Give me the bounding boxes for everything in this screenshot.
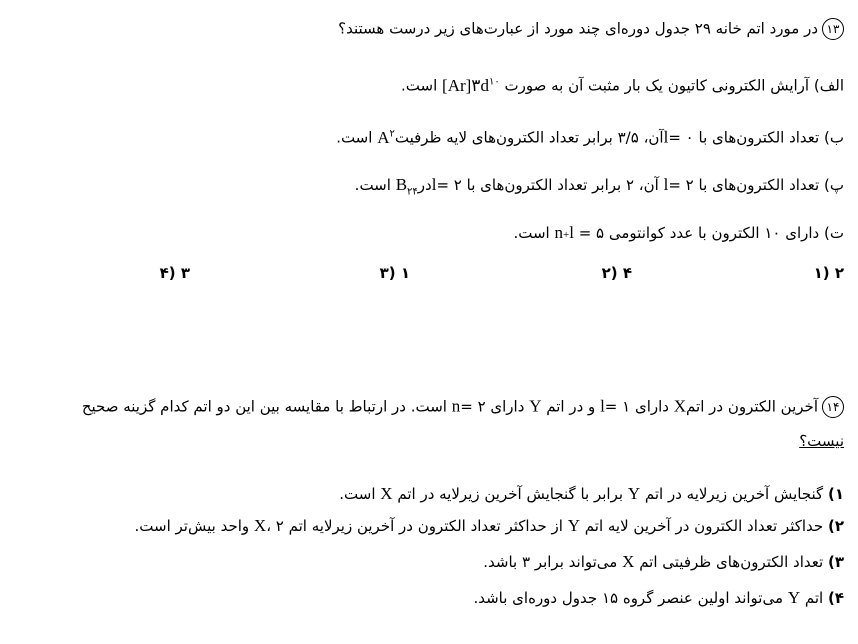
statement-text: در [417,176,432,194]
q14-option-2[interactable] [135,516,844,536]
statement-text: است. [354,176,391,194]
quantum-l: l [663,175,669,194]
atom-x: X [253,516,267,535]
option-text: ، ۲ واحد بیش‌تر است. [134,517,284,535]
q13-statement-b [336,124,844,148]
quantum-n: n [451,396,461,416]
stem-text: و در اتم [546,397,596,416]
statement-label: ت) [824,224,844,242]
statement-text: آرایش الکترونی کاتیون یک بار مثبت آن به صورت [504,76,810,95]
statement-text: تعداد الکترون‌های با ۲ = [668,176,820,194]
option-number: ۱) [827,485,844,503]
statement-label: ب) [824,128,844,147]
statement-text: آن، ۳/۵ برابر تعداد الکترون‌های لایه ظرفیت [394,128,664,147]
option-text: برابر با گنجایش آخرین زیرلایه در اتم [397,485,624,503]
atom-y: Y [567,516,580,535]
q13-option-1[interactable]: ۲ (۱ [813,264,844,282]
statement-label: پ) [824,176,844,194]
option-text: است. [339,485,376,503]
option-number: ۴) [827,589,844,607]
q13-statement-c [355,175,844,202]
q14-option-3[interactable] [483,552,844,572]
atom-x: X [673,396,687,416]
option-text: حداکثر تعداد الکترون در آخرین لایه اتم [584,517,824,535]
atom-y: Y [529,396,542,416]
stem-text: است. در ارتباط با مقایسه بین این دو اتم کدام گزینه صحیح [81,397,447,416]
q13-option-3[interactable]: ۱ (۳ [379,264,410,282]
q14-option-4[interactable] [473,588,844,608]
option-text: گنجایش آخرین زیرلایه در اتم [644,485,824,503]
stem-text: دارای ۱ = [604,397,669,416]
option-text: می‌تواند اولین عنصر گروه ۱۵ جدول دوره‌ای باشد. [473,589,784,607]
ion-a: $A^۲$ [377,127,395,147]
statement-text: دارای ۱۰ الکترون با عدد کوانتومی ۵ = [578,224,820,242]
atom-x: X [380,484,393,503]
q14-stem [82,396,844,418]
q14-option-1[interactable] [339,484,844,504]
q13-option-4[interactable]: ۳ (۴ [159,264,190,282]
quantum-l: l [663,127,669,147]
electron-config: $[Ar]۳d^{۱۰}$ [442,75,500,95]
ion-b: $B_{۲۴}$ [395,175,418,198]
atom-y: Y [787,588,801,607]
statement-text: تعداد الکترون‌های با ۰ = [668,128,820,147]
option-text: تعداد الکترون‌های ظرفیتی اتم [639,553,824,571]
option-number: ۳) [827,553,844,571]
quantum-sum: n+l [554,223,574,242]
q13-stem [338,18,844,40]
statement-text: است. [336,128,373,147]
q14-number: ۱۴ [822,396,844,418]
quantum-l: l [600,396,605,416]
q13-stem-text: در مورد اتم خانه ۲۹ جدول دوره‌ای چند مورد از عبارت‌های زیر درست هستند؟ [338,19,818,38]
option-text: از حداکثر تعداد الکترون در آخرین زیرلایه اتم [288,517,563,535]
q13-number: ۱۳ [822,18,844,40]
option-number: ۲) [827,517,844,535]
statement-label: الف) [813,76,844,95]
atom-x: X [622,552,635,571]
q13-option-2[interactable]: ۴ (۲ [601,264,632,282]
statement-text: است. [513,224,550,242]
stem-text: آخرین الکترون در اتم [686,397,818,416]
statement-text: است. [401,76,438,95]
q13-statement-a [401,72,844,96]
stem-text: دارای ۲ = [460,397,525,416]
option-text: می‌تواند برابر ۳ باشد. [483,553,618,571]
quantum-l: l [431,175,437,194]
q13-statement-d [513,223,844,245]
q14-stem-negation: نیست؟ [799,432,844,450]
statement-text: آن، ۲ برابر تعداد الکترون‌های با ۲ = [436,176,659,194]
atom-y: Y [627,484,641,503]
option-text: اتم [804,589,824,607]
